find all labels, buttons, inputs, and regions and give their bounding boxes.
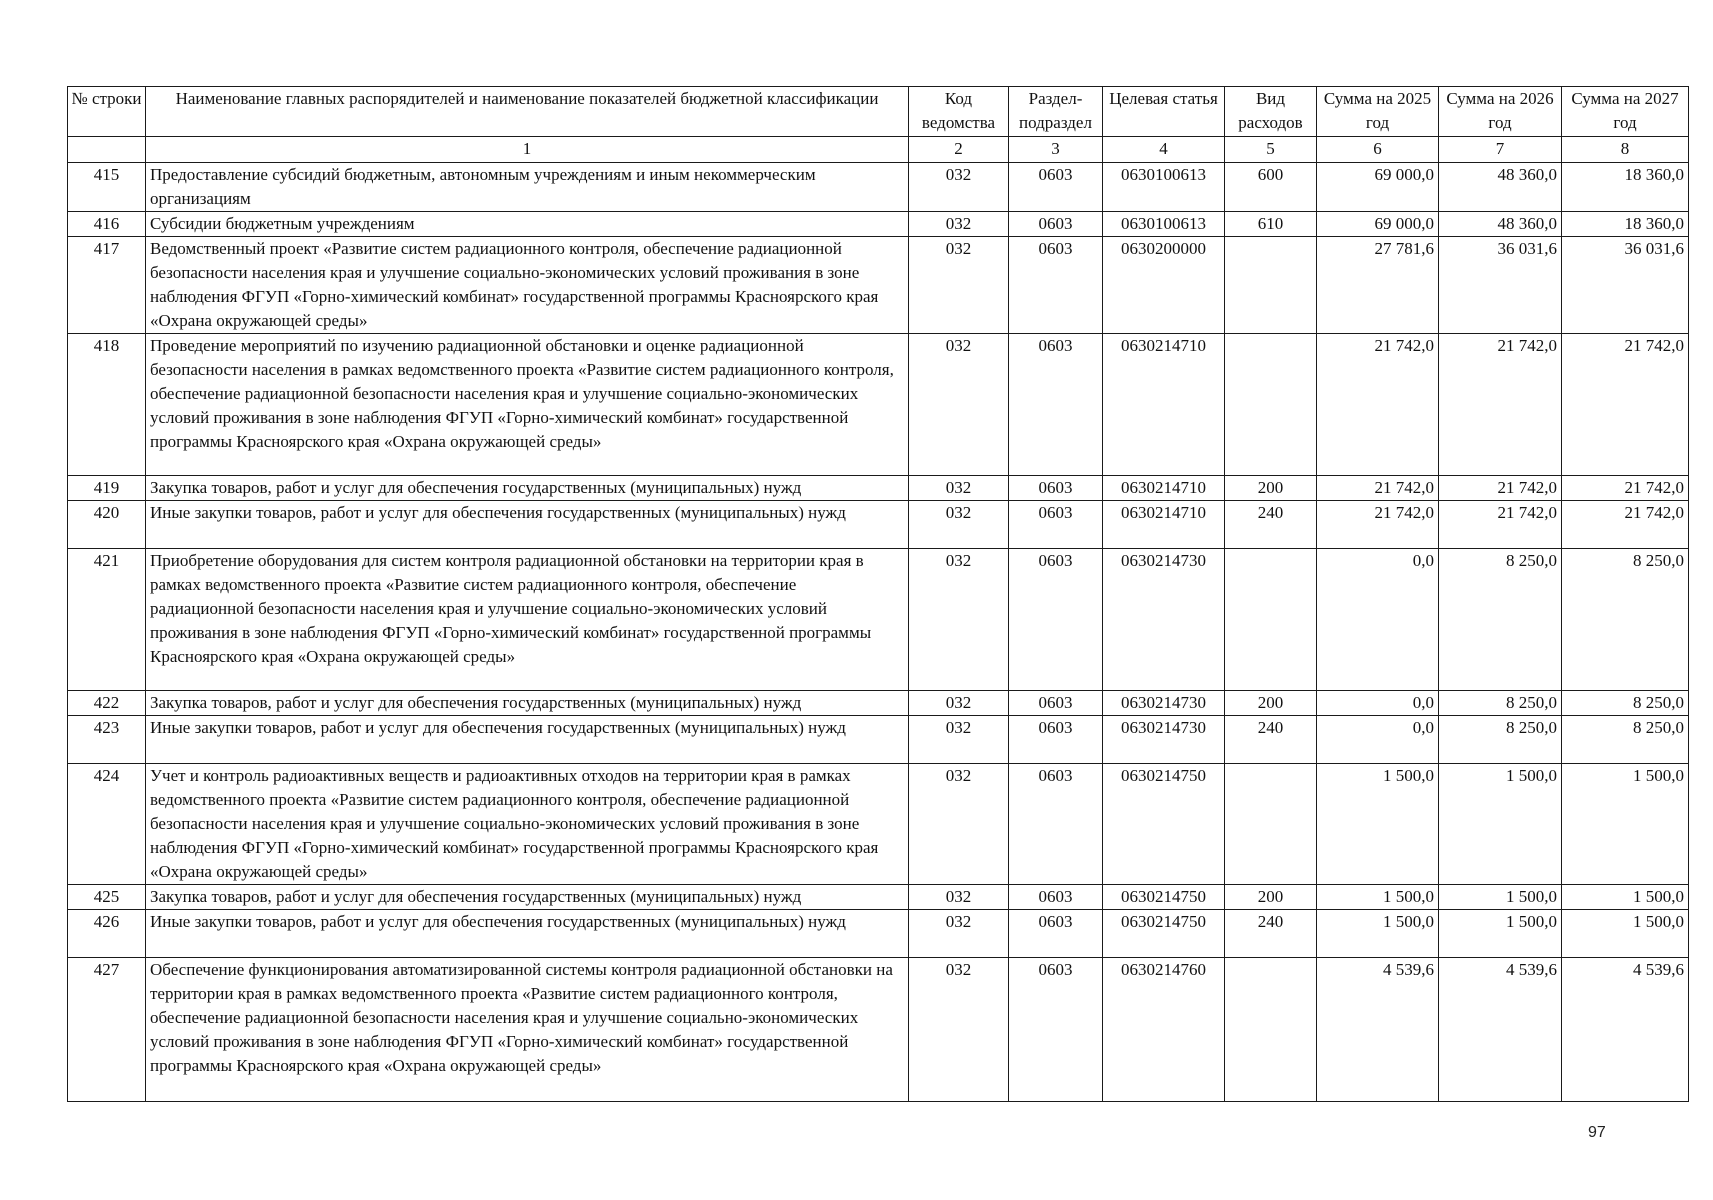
- row-department-code: 032: [909, 958, 1009, 1102]
- row-sum-2025: 0,0: [1317, 716, 1439, 764]
- row-target-article: 0630214750: [1103, 764, 1225, 885]
- row-number: 421: [68, 549, 146, 691]
- row-number: 418: [68, 334, 146, 476]
- row-sum-2026: 4 539,6: [1439, 958, 1562, 1102]
- row-sum-2027: 1 500,0: [1562, 885, 1689, 910]
- table-body: [68, 163, 1689, 1102]
- row-department-code: 032: [909, 910, 1009, 958]
- row-name: Иные закупки товаров, работ и услуг для обеспечения государственных (муниципальных) нужд: [146, 501, 909, 549]
- row-sum-2026: 1 500,0: [1439, 764, 1562, 885]
- row-name: Проведение мероприятий по изучению радиационной обстановки и оценке радиационной безопасности населения в рамках ведомственного проекта «Развитие систем радиационного контроля, обеспечение радиационной безопасности населения края и улучшение социально-экономических условий проживания в зоне наблюдения ФГУП «Горно-химический комбинат» государственной программы Красноярского края «Охрана окружающей среды»: [146, 334, 909, 476]
- column-number: 7: [1439, 137, 1562, 163]
- row-target-article: 0630214750: [1103, 885, 1225, 910]
- row-target-article: 0630214730: [1103, 691, 1225, 716]
- table-row: [68, 958, 1689, 1102]
- row-target-article: 0630214710: [1103, 501, 1225, 549]
- row-number: 422: [68, 691, 146, 716]
- table-row: [68, 885, 1689, 910]
- row-number: 420: [68, 501, 146, 549]
- row-sum-2027: 18 360,0: [1562, 212, 1689, 237]
- row-expense-kind: 610: [1225, 212, 1317, 237]
- row-name: Предоставление субсидий бюджетным, автономным учреждениям и иным некоммерческим организациям: [146, 163, 909, 212]
- header-department-code: Код ведомства: [909, 87, 1009, 137]
- row-name: Субсидии бюджетным учреждениям: [146, 212, 909, 237]
- row-sum-2026: 8 250,0: [1439, 716, 1562, 764]
- row-section: 0603: [1009, 476, 1103, 501]
- row-expense-kind: 600: [1225, 163, 1317, 212]
- row-sum-2026: 21 742,0: [1439, 334, 1562, 476]
- row-department-code: 032: [909, 212, 1009, 237]
- row-number: 427: [68, 958, 146, 1102]
- row-sum-2025: 1 500,0: [1317, 910, 1439, 958]
- row-sum-2025: 21 742,0: [1317, 476, 1439, 501]
- row-number: 416: [68, 212, 146, 237]
- header-sum-2027: Сумма на 2027 год: [1562, 87, 1689, 137]
- row-sum-2025: 0,0: [1317, 691, 1439, 716]
- row-number: 424: [68, 764, 146, 885]
- page-number: 97: [1588, 1124, 1606, 1141]
- column-number: [68, 137, 146, 163]
- row-name: Ведомственный проект «Развитие систем радиационного контроля, обеспечение радиационной безопасности населения края и улучшение социально-экономических условий проживания в зоне наблюдения ФГУП «Горно-химический комбинат» государственной программы Красноярского края «Охрана окружающей среды»: [146, 237, 909, 334]
- row-department-code: 032: [909, 237, 1009, 334]
- row-target-article: 0630214730: [1103, 549, 1225, 691]
- row-expense-kind: 240: [1225, 910, 1317, 958]
- row-sum-2027: 1 500,0: [1562, 910, 1689, 958]
- header-target-article: Целевая статья: [1103, 87, 1225, 137]
- row-sum-2026: 1 500,0: [1439, 910, 1562, 958]
- row-name: Приобретение оборудования для систем контроля радиационной обстановки на территории края в рамках ведомственного проекта «Развитие систем радиационного контроля, обеспечение радиационной безопасности населения края и улучшение социально-экономических условий проживания в зоне наблюдения ФГУП «Горно-химический комбинат» государственной программы Красноярского края «Охрана окружающей среды»: [146, 549, 909, 691]
- row-target-article: 0630100613: [1103, 212, 1225, 237]
- row-target-article: 0630214710: [1103, 334, 1225, 476]
- row-section: 0603: [1009, 334, 1103, 476]
- header-sum-2025: Сумма на 2025 год: [1317, 87, 1439, 137]
- row-department-code: 032: [909, 476, 1009, 501]
- row-sum-2027: 1 500,0: [1562, 764, 1689, 885]
- row-section: 0603: [1009, 691, 1103, 716]
- row-department-code: 032: [909, 691, 1009, 716]
- row-sum-2025: 0,0: [1317, 549, 1439, 691]
- row-section: 0603: [1009, 549, 1103, 691]
- header-sum-2026: Сумма на 2026 год: [1439, 87, 1562, 137]
- column-number: 1: [146, 137, 909, 163]
- row-sum-2027: 21 742,0: [1562, 334, 1689, 476]
- row-expense-kind: [1225, 958, 1317, 1102]
- row-number: 419: [68, 476, 146, 501]
- row-name: Учет и контроль радиоактивных веществ и радиоактивных отходов на территории края в рамках ведомственного проекта «Развитие систем радиационного контроля, обеспечение радиационной безопасности населения края и улучшение социально-экономических условий проживания в зоне наблюдения ФГУП «Горно-химический комбинат» государственной программы Красноярского края «Охрана окружающей среды»: [146, 764, 909, 885]
- row-sum-2027: 8 250,0: [1562, 691, 1689, 716]
- row-sum-2026: 1 500,0: [1439, 885, 1562, 910]
- table-row: [68, 334, 1689, 476]
- row-name: Обеспечение функционирования автоматизированной системы контроля радиационной обстановки на территории края в рамках ведомственного проекта «Развитие систем радиационного контроля, обеспечение радиационной безопасности населения края и улучшение социально-экономических условий проживания в зоне наблюдения ФГУП «Горно-химический комбинат» государственной программы Красноярского края «Охрана окружающей среды»: [146, 958, 909, 1102]
- row-number: 426: [68, 910, 146, 958]
- row-expense-kind: [1225, 549, 1317, 691]
- table-row: [68, 716, 1689, 764]
- row-expense-kind: [1225, 237, 1317, 334]
- row-sum-2026: 8 250,0: [1439, 691, 1562, 716]
- row-sum-2027: 4 539,6: [1562, 958, 1689, 1102]
- row-name: Закупка товаров, работ и услуг для обеспечения государственных (муниципальных) нужд: [146, 691, 909, 716]
- row-expense-kind: 200: [1225, 885, 1317, 910]
- row-section: 0603: [1009, 163, 1103, 212]
- row-department-code: 032: [909, 163, 1009, 212]
- row-sum-2027: 8 250,0: [1562, 716, 1689, 764]
- row-name: Закупка товаров, работ и услуг для обеспечения государственных (муниципальных) нужд: [146, 476, 909, 501]
- column-number: 2: [909, 137, 1009, 163]
- table-row: [68, 764, 1689, 885]
- row-expense-kind: 200: [1225, 476, 1317, 501]
- row-sum-2026: 8 250,0: [1439, 549, 1562, 691]
- row-expense-kind: [1225, 764, 1317, 885]
- header-expense-kind: Вид расходов: [1225, 87, 1317, 137]
- row-number: 425: [68, 885, 146, 910]
- row-sum-2026: 48 360,0: [1439, 212, 1562, 237]
- row-target-article: 0630214730: [1103, 716, 1225, 764]
- column-number: 3: [1009, 137, 1103, 163]
- row-sum-2025: 1 500,0: [1317, 764, 1439, 885]
- row-name: Иные закупки товаров, работ и услуг для обеспечения государственных (муниципальных) нужд: [146, 910, 909, 958]
- table-row: [68, 237, 1689, 334]
- row-section: 0603: [1009, 885, 1103, 910]
- row-sum-2026: 48 360,0: [1439, 163, 1562, 212]
- row-section: 0603: [1009, 764, 1103, 885]
- row-department-code: 032: [909, 764, 1009, 885]
- row-sum-2025: 21 742,0: [1317, 501, 1439, 549]
- row-department-code: 032: [909, 334, 1009, 476]
- header-section: Раздел-подраздел: [1009, 87, 1103, 137]
- row-sum-2025: 21 742,0: [1317, 334, 1439, 476]
- row-number: 423: [68, 716, 146, 764]
- row-target-article: 0630200000: [1103, 237, 1225, 334]
- row-expense-kind: 200: [1225, 691, 1317, 716]
- row-sum-2027: 8 250,0: [1562, 549, 1689, 691]
- table-row: [68, 476, 1689, 501]
- row-sum-2025: 27 781,6: [1317, 237, 1439, 334]
- row-sum-2026: 21 742,0: [1439, 501, 1562, 549]
- row-expense-kind: 240: [1225, 501, 1317, 549]
- row-sum-2027: 18 360,0: [1562, 163, 1689, 212]
- row-name: Закупка товаров, работ и услуг для обеспечения государственных (муниципальных) нужд: [146, 885, 909, 910]
- row-department-code: 032: [909, 885, 1009, 910]
- row-sum-2025: 4 539,6: [1317, 958, 1439, 1102]
- row-section: 0603: [1009, 501, 1103, 549]
- row-section: 0603: [1009, 910, 1103, 958]
- row-sum-2025: 69 000,0: [1317, 212, 1439, 237]
- table-row: [68, 212, 1689, 237]
- row-section: 0603: [1009, 237, 1103, 334]
- row-sum-2026: 21 742,0: [1439, 476, 1562, 501]
- header-name: Наименование главных распорядителей и наименование показателей бюджетной классификации: [146, 87, 909, 137]
- column-number-row: [68, 137, 1689, 163]
- row-sum-2025: 69 000,0: [1317, 163, 1439, 212]
- row-section: 0603: [1009, 716, 1103, 764]
- table-row: [68, 549, 1689, 691]
- table-row: [68, 691, 1689, 716]
- row-department-code: 032: [909, 501, 1009, 549]
- row-expense-kind: [1225, 334, 1317, 476]
- row-sum-2027: 21 742,0: [1562, 501, 1689, 549]
- row-sum-2025: 1 500,0: [1317, 885, 1439, 910]
- row-name: Иные закупки товаров, работ и услуг для обеспечения государственных (муниципальных) нужд: [146, 716, 909, 764]
- column-number: 8: [1562, 137, 1689, 163]
- row-expense-kind: 240: [1225, 716, 1317, 764]
- row-sum-2026: 36 031,6: [1439, 237, 1562, 334]
- row-sum-2027: 21 742,0: [1562, 476, 1689, 501]
- row-department-code: 032: [909, 549, 1009, 691]
- row-sum-2027: 36 031,6: [1562, 237, 1689, 334]
- table-row: [68, 163, 1689, 212]
- column-number: 6: [1317, 137, 1439, 163]
- table-row: [68, 910, 1689, 958]
- column-number: 4: [1103, 137, 1225, 163]
- row-target-article: 0630214750: [1103, 910, 1225, 958]
- row-department-code: 032: [909, 716, 1009, 764]
- column-number: 5: [1225, 137, 1317, 163]
- row-target-article: 0630214710: [1103, 476, 1225, 501]
- row-target-article: 0630100613: [1103, 163, 1225, 212]
- row-number: 415: [68, 163, 146, 212]
- row-section: 0603: [1009, 212, 1103, 237]
- header-row-number: № строки: [68, 87, 146, 137]
- row-section: 0603: [1009, 958, 1103, 1102]
- budget-table: [67, 86, 1689, 1102]
- row-number: 417: [68, 237, 146, 334]
- table-row: [68, 501, 1689, 549]
- row-target-article: 0630214760: [1103, 958, 1225, 1102]
- header-row: [68, 87, 1689, 137]
